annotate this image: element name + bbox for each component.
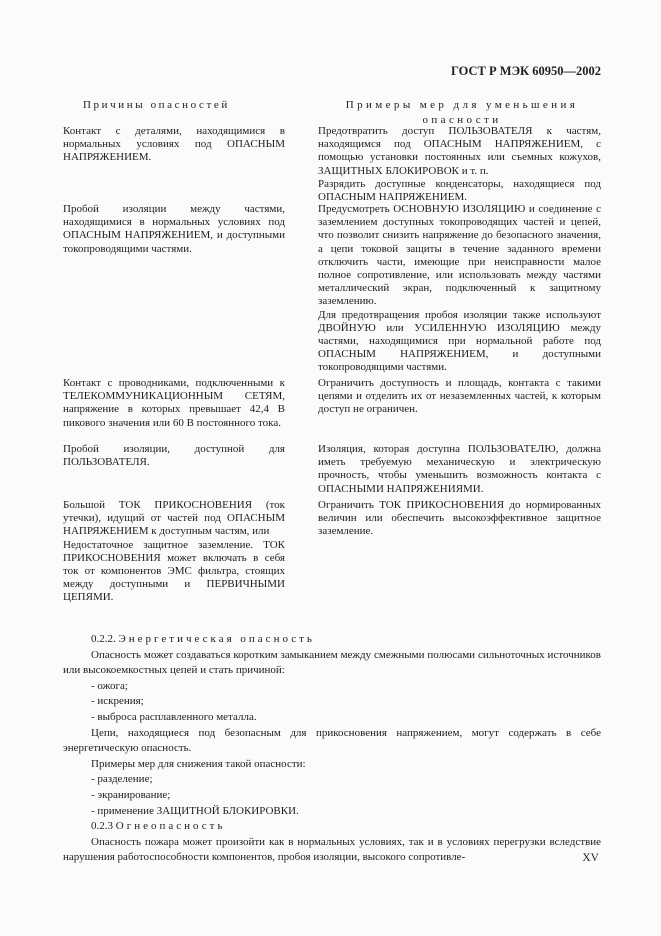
body-text <box>63 632 601 866</box>
paragraph: Опасность пожара может произойти как в нормальных условиях, так и в условиях перегрузки вследствие нарушения работоспособности компонентов, пробоя изоляции, высокого сопротивле- <box>63 835 601 864</box>
cell-paragraph: Контакт с проводниками, подключенными к ТЕЛЕКОММУНИКАЦИОННЫМ СЕТЯМ, напряжение в которых превышает 42,4 В пикового значения или 60 В постоянного тока. <box>63 377 285 429</box>
cell-paragraph: Пробой изоляции, доступной для ПОЛЬЗОВАТЕЛЯ. <box>63 443 285 469</box>
hazard-cause <box>63 499 285 619</box>
table-row <box>63 203 601 377</box>
cell-paragraph: Контакт с деталями, находящимися в нормальных условиях под ОПАСНЫМ НАПРЯЖЕНИЕМ. <box>63 125 285 164</box>
paragraph: Примеры мер для снижения такой опасности: <box>91 757 306 770</box>
cell-paragraph: Большой ТОК ПРИКОСНОВЕНИЯ (ток утечки), идущий от частей под ОПАСНЫМ НАПРЯЖЕНИЕМ к доступным частям, или <box>63 499 285 538</box>
table-row <box>63 377 601 443</box>
list-item: - выброса расплавленного металла. <box>91 710 257 723</box>
hazard-measure <box>318 377 601 443</box>
list-item: - экранирование; <box>91 788 171 801</box>
list-item: - разделение; <box>91 773 153 786</box>
document-code: ГОСТ Р МЭК 60950—2002 <box>451 64 601 78</box>
section-title: Огнеопасность <box>115 820 226 833</box>
hazard-cause <box>63 125 285 203</box>
section-title: Энергетическая опасность <box>118 633 315 645</box>
cell-paragraph: Для предотвращения пробоя изоляции также используют ДВОЙНУЮ или УСИЛЕННУЮ ИЗОЛЯЦИЮ между частями, находящимися при нормальной работе под ОПАСНЫМ НАПРЯЖЕНИЕМ, и доступными токопроводящими частями. <box>318 308 601 374</box>
list-item: - искрения; <box>91 695 144 708</box>
column-header-measures: Примеры мер для уменьшения опасности <box>345 99 579 126</box>
hazard-cause <box>63 203 285 377</box>
section-heading <box>63 632 601 648</box>
hazard-measure <box>318 443 601 499</box>
table-row <box>63 443 601 499</box>
hazard-cause <box>63 443 285 499</box>
hazards-table <box>63 125 601 619</box>
hazard-measure <box>318 203 601 377</box>
table-row <box>63 125 601 203</box>
list-item: - применение ЗАЩИТНОЙ БЛОКИРОВКИ. <box>91 804 299 817</box>
section-number: 0.2.2. <box>91 633 116 645</box>
cell-paragraph: Ограничить ТОК ПРИКОСНОВЕНИЯ до нормированных величин или обеспечить высокоэффективное защитное заземление. <box>318 499 601 538</box>
list-item: - ожога; <box>91 679 128 692</box>
section-heading <box>63 819 601 835</box>
paragraph: Опасность может создаваться коротким замыканием между смежными полюсами сильноточных источников или высокоемкостных цепей и стать причиной: <box>63 648 601 677</box>
hazard-measure <box>318 125 601 203</box>
table-row <box>63 499 601 619</box>
cell-paragraph: Разрядить доступные конденсаторы, находящиеся под ОПАСНЫМ НАПРЯЖЕНИЕМ. <box>318 177 601 204</box>
cell-paragraph: Предотвратить доступ ПОЛЬЗОВАТЕЛЯ к частям, находящимся под ОПАСНЫМ НАПРЯЖЕНИЕМ, с помощью установки постоянных или съемных кожухов, ЗАЩИТНЫХ БЛОКИРОВОК и т. п. <box>318 125 601 177</box>
cell-paragraph: Недостаточное защитное заземление. ТОК ПРИКОСНОВЕНИЯ может включать в себя ток от компонентов ЭМС фильтра, стоящих между доступными и ПЕРВИЧНЫМИ ЦЕПЯМИ. <box>63 538 285 604</box>
cell-paragraph: Ограничить доступность и площадь, контакта с такими цепями и отделить их от незаземленных частей, к которым доступ не ограничен. <box>318 377 601 416</box>
cell-paragraph: Пробой изоляции между частями, находящимися в нормальных условиях под ОПАСНЫМ НАПРЯЖЕНИЕМ, и доступными токопроводящими частями. <box>63 203 285 255</box>
cell-paragraph: Изоляция, которая доступна ПОЛЬЗОВАТЕЛЮ, должна иметь требуемую механическую и электрическую прочность, чтобы уменьшить возможность контакта с ОПАСНЫМИ НАПРЯЖЕНИЯМИ. <box>318 443 601 495</box>
section-number: 0.2.3 <box>91 820 113 833</box>
cell-paragraph: Предусмотреть ОСНОВНУЮ ИЗОЛЯЦИЮ и соединение с заземлением доступных токопроводящих частей и цепей, что позволит снизить напряжение до безопасного значения, а цепи токовой защиты в течение заданного времени отключить части, имеющие при неисправности малое полное сопротивление, или использовать между частями металлический экран, подключенный к защитному заземлению. <box>318 203 601 308</box>
column-header-causes: Причины опасностей <box>83 99 230 111</box>
hazard-cause <box>63 377 285 443</box>
hazard-measure <box>318 499 601 619</box>
page-number: XV <box>582 852 599 864</box>
paragraph: Цепи, находящиеся под безопасным для прикосновения напряжением, могут содержать в себе энергетическую опасность. <box>63 726 601 755</box>
